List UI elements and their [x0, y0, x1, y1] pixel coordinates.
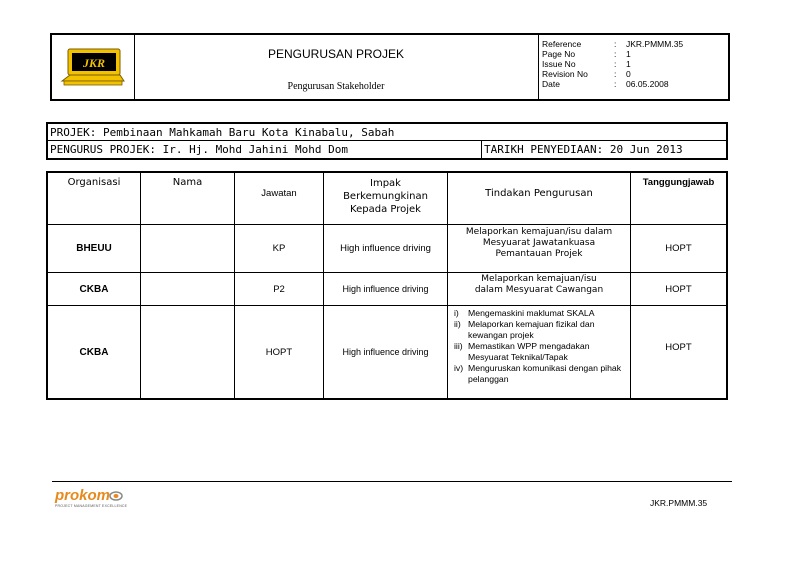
row1-jawatan: KP — [235, 225, 324, 273]
revision-no-colon: : — [614, 69, 617, 79]
action-item-number: ii) — [454, 319, 461, 329]
row2-jawatan: P2 — [235, 273, 324, 306]
row3-impak: High influence driving — [324, 306, 448, 398]
prokom-logo-text: prokom — [55, 487, 111, 504]
action-item — [452, 319, 626, 341]
row1-tindakan: Melaporkan kemajuan/isu dalam Mesyuarat Jawatankuasa Pemantauan Projek — [448, 225, 631, 273]
action-item-text: Melaporkan kemajuan fizikal dan kewangan projek — [468, 319, 595, 340]
project-manager: PENGURUS PROJEK: Ir. Hj. Mohd Jahini Mohd Dom — [48, 141, 482, 158]
revision-no-value: 0 — [626, 69, 631, 79]
reference-colon: : — [614, 39, 617, 49]
issue-no-label: Issue No — [542, 59, 576, 69]
reference-block — [538, 35, 728, 99]
date-label: Date — [542, 79, 560, 89]
page-no-value: 1 — [626, 49, 631, 59]
title-cell — [134, 35, 539, 99]
preparation-date: TARIKH PENYEDIAAN: 20 Jun 2013 — [484, 143, 683, 156]
action-item-text: Memastikan WPP mengadakan Mesyuarat Teknikal/Tapak — [468, 341, 590, 362]
date-colon: : — [614, 79, 617, 89]
footer-document-code: JKR.PMMM.35 — [650, 498, 708, 508]
row1-organisasi: BHEUU — [48, 225, 141, 273]
row3-jawatan: HOPT — [235, 306, 324, 398]
action-item-number: i) — [454, 308, 459, 318]
page-no-label: Page No — [542, 49, 576, 59]
jkr-logo — [58, 47, 128, 87]
action-item — [452, 308, 626, 319]
document-title: PENGURUSAN PROJEK — [267, 47, 405, 61]
revision-no-label: Revision No — [542, 69, 588, 79]
row2-organisasi: CKBA — [48, 273, 141, 306]
row1-tanggungjawab: HOPT — [631, 225, 726, 273]
header-jawatan: Jawatan — [235, 173, 324, 225]
issue-no-value: 1 — [626, 59, 631, 69]
project-info — [46, 122, 728, 160]
row3-tanggungjawab: HOPT — [665, 342, 692, 353]
action-item-text: Mengemaskini maklumat SKALA — [468, 308, 595, 318]
reference-value: JKR.PMMM.35 — [626, 39, 684, 49]
header-tindakan: Tindakan Pengurusan — [448, 173, 631, 225]
action-list — [452, 308, 626, 385]
header-nama: Nama — [141, 173, 235, 225]
footer-divider — [52, 481, 732, 482]
row3-nama — [141, 306, 235, 398]
action-item — [452, 341, 626, 363]
row2-impak: High influence driving — [324, 273, 448, 306]
date-value: 06.05.2008 — [626, 79, 669, 89]
action-item-number: iii) — [454, 341, 463, 351]
action-item-text: Menguruskan komunikasi dengan pihak pelanggan — [468, 363, 622, 384]
logo-cell — [52, 35, 135, 99]
action-item-number: iv) — [454, 363, 464, 373]
row1-impak: High influence driving — [324, 225, 448, 273]
row1-nama — [141, 225, 235, 273]
issue-no-colon: : — [614, 59, 617, 69]
row2-tanggungjawab: HOPT — [631, 273, 726, 306]
header-organisasi: Organisasi — [48, 173, 141, 225]
row3-organisasi: CKBA — [48, 306, 141, 398]
page-no-colon: : — [614, 49, 617, 59]
project-name: PROJEK: Pembinaan Mahkamah Baru Kota Kinabalu, Sabah — [48, 124, 726, 141]
reference-label: Reference — [542, 39, 582, 49]
document-subtitle: Pengurusan Stakeholder — [287, 81, 385, 92]
row2-tindakan: Melaporkan kemajuan/isu dalam Mesyuarat Cawangan — [448, 273, 631, 306]
stakeholder-table — [46, 171, 728, 400]
row2-nama — [141, 273, 235, 306]
header-tanggungjawab: Tanggungjawab — [631, 173, 726, 225]
header-impak: Impak Berkemungkinan Kepada Projek — [324, 173, 448, 225]
action-item — [452, 363, 626, 385]
prokom-logo-mark — [109, 491, 123, 501]
prokom-logo — [55, 487, 165, 511]
jkr-logo-text: JKR — [82, 56, 106, 70]
document-header — [50, 33, 730, 101]
row3-tindakan — [448, 306, 631, 398]
prokom-tagline: PROJECT MANAGEMENT EXCELLENCE — [55, 504, 128, 508]
